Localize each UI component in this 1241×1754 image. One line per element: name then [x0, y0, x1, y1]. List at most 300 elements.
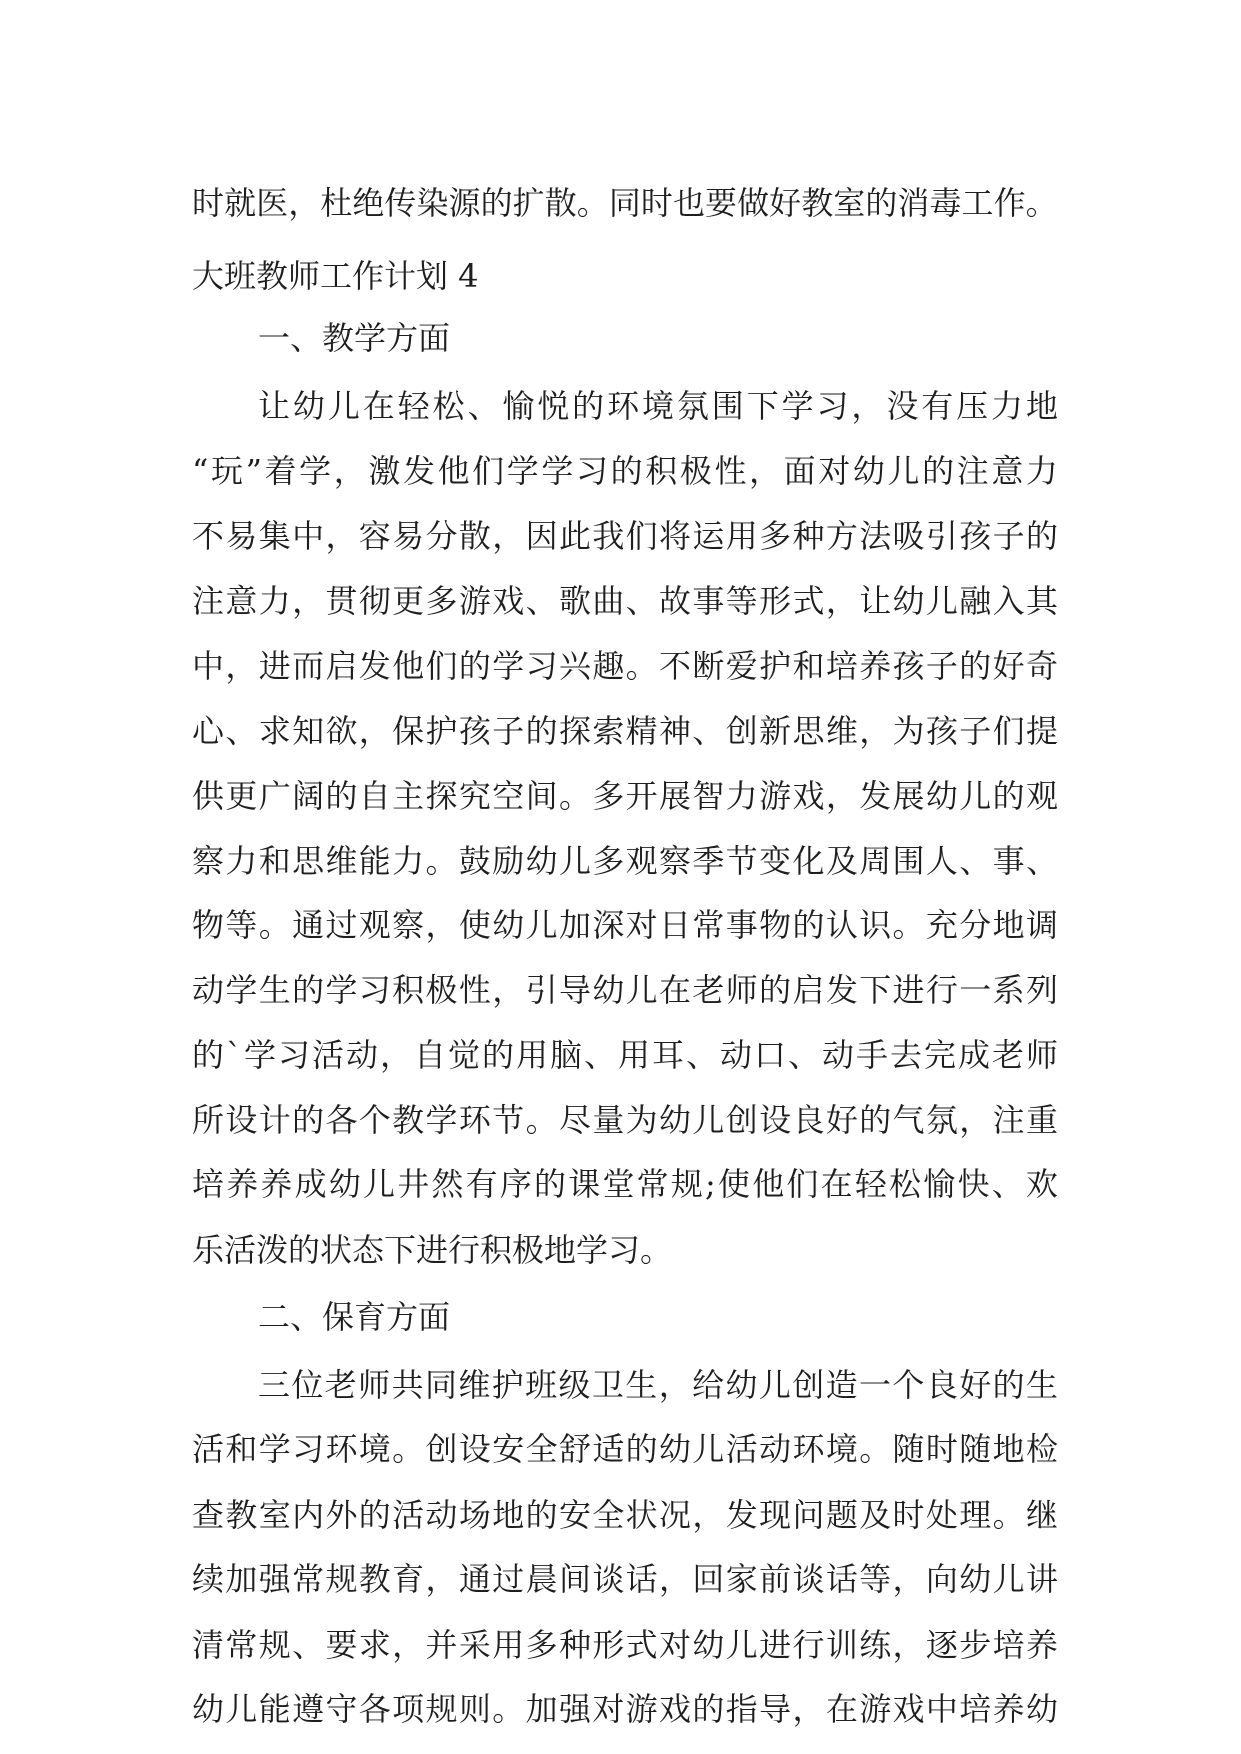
text-character: 日 — [659, 906, 692, 944]
text-character: 化 — [792, 842, 825, 880]
text-character: 人 — [925, 842, 958, 880]
text-character: 地 — [1025, 387, 1058, 425]
text-character: 事 — [992, 842, 1025, 880]
text-character: 对 — [625, 906, 658, 944]
text-character: 压 — [956, 387, 989, 425]
text-character: 的 — [625, 1430, 658, 1468]
text-character: 的 — [959, 647, 992, 685]
text-character: 将 — [659, 517, 692, 555]
text-character: 要 — [705, 184, 738, 222]
text-character: 守 — [325, 1690, 358, 1728]
text-character: 为 — [892, 712, 925, 750]
text-character: 题 — [825, 1496, 858, 1534]
text-character: 的 — [325, 777, 358, 815]
text-character: ” — [245, 452, 262, 490]
text-character: 观 — [1025, 777, 1058, 815]
text-character: 生 — [1025, 1366, 1058, 1404]
text-character: 深 — [592, 906, 625, 944]
text-character: 用 — [492, 1626, 525, 1664]
text-character: 用 — [617, 1036, 650, 1074]
text-character: 、 — [467, 387, 500, 425]
text-character: 师 — [358, 1366, 391, 1404]
text-character: 容 — [358, 517, 391, 555]
text-character: 养 — [859, 647, 892, 685]
text-character: ， — [658, 1366, 691, 1404]
text-character: 师 — [1025, 1036, 1058, 1074]
paragraph-line — [192, 1559, 1058, 1599]
text-character: 习 — [277, 1036, 310, 1074]
text-character: 地 — [492, 1496, 525, 1534]
text-character: 。 — [859, 1430, 892, 1468]
text-character: 并 — [425, 1626, 458, 1664]
text-character: 主 — [392, 777, 425, 815]
text-character: 好 — [825, 1101, 858, 1139]
text-character: 系 — [992, 971, 1025, 1009]
text-character: 规 — [425, 1690, 458, 1728]
text-character: 课 — [568, 1165, 601, 1203]
paragraph-line — [258, 1365, 1058, 1405]
text-character: 的 — [610, 452, 643, 490]
text-character: 意 — [991, 452, 1024, 490]
text-character: 要 — [325, 1626, 358, 1664]
text-character: 广 — [258, 777, 291, 815]
text-character: 保 — [392, 712, 425, 750]
text-character: 学 — [781, 387, 814, 425]
text-character: 、 — [685, 1036, 718, 1074]
text-character: 动 — [719, 1036, 752, 1074]
text-character: 状 — [625, 1496, 658, 1534]
text-character: 下 — [746, 387, 779, 425]
text-character: 列 — [1025, 971, 1058, 1009]
text-character: 班 — [525, 1366, 558, 1404]
text-character: 的 — [525, 1496, 558, 1534]
text-character: 气 — [892, 1101, 925, 1139]
text-character: 遵 — [292, 1690, 325, 1728]
paragraph-line — [192, 1035, 1058, 1075]
text-character: 常 — [225, 1626, 258, 1664]
text-character: 性 — [458, 971, 491, 1009]
text-character: 学 — [225, 971, 258, 1009]
section-heading: 一、教学方面 — [258, 319, 451, 357]
text-character: 扩 — [512, 184, 545, 222]
text-character: 室 — [833, 184, 866, 222]
text-character: 有 — [921, 387, 954, 425]
text-character: 杜 — [320, 184, 353, 222]
text-character: 种 — [792, 517, 825, 555]
text-character: 消 — [897, 184, 930, 222]
text-character: 子 — [959, 712, 992, 750]
text-character: 、 — [1025, 842, 1058, 880]
text-character: “ — [192, 452, 209, 490]
text-character: 的 — [992, 1366, 1025, 1404]
text-character: 多 — [525, 1626, 558, 1664]
text-character: 现 — [759, 1496, 792, 1534]
text-character: 好 — [992, 647, 1025, 685]
text-character: 同 — [608, 184, 641, 222]
text-character: 全 — [592, 1496, 625, 1534]
text-character: 环 — [607, 387, 640, 425]
paragraph-line: 乐活泼的状态下进行积极地学习。 — [192, 1231, 673, 1269]
text-character: 极 — [425, 971, 458, 1009]
text-character: 工 — [961, 184, 994, 222]
text-character: 通 — [458, 1560, 491, 1598]
paragraph-line — [192, 451, 1058, 491]
text-character: 和 — [258, 842, 291, 880]
text-character: 一 — [959, 971, 992, 1009]
text-character: 力 — [991, 387, 1024, 425]
text-character: 。 — [525, 1101, 558, 1139]
text-character: 观 — [358, 906, 391, 944]
text-character: 话 — [825, 1560, 858, 1598]
text-character: 力 — [258, 582, 291, 620]
text-character: 愉 — [923, 1165, 956, 1203]
text-character: 式 — [792, 582, 825, 620]
text-character: 培 — [192, 1165, 225, 1203]
text-character: 然 — [431, 1165, 464, 1203]
text-character: 使 — [718, 1165, 751, 1203]
text-character: 展 — [892, 777, 925, 815]
text-character: 察 — [192, 842, 225, 880]
text-character: 习 — [816, 387, 849, 425]
text-character: 地 — [992, 906, 1025, 944]
text-character: 节 — [492, 1101, 525, 1139]
text-character: 学 — [492, 647, 525, 685]
text-character: ， — [851, 387, 884, 425]
text-character: 设 — [759, 1101, 792, 1139]
text-character: 养 — [226, 1165, 259, 1203]
text-character: 也 — [672, 184, 705, 222]
text-character: 形 — [592, 1626, 625, 1664]
text-character: 中 — [925, 1690, 958, 1728]
text-character: 外 — [325, 1496, 358, 1534]
text-character: 动 — [821, 1036, 854, 1074]
text-character: 三 — [258, 1366, 291, 1404]
text-character: 重 — [1025, 1101, 1058, 1139]
text-character: 的 — [525, 712, 558, 750]
text-character: 强 — [558, 1690, 591, 1728]
text-character: 的 — [192, 1036, 225, 1074]
text-character: 护 — [491, 1366, 524, 1404]
text-character: 、 — [525, 582, 558, 620]
text-character: 学 — [243, 1036, 276, 1074]
text-character: 室 — [258, 1496, 291, 1534]
text-character: 求 — [358, 1626, 391, 1664]
text-character: 过 — [492, 1560, 525, 1598]
text-character: 儿 — [558, 842, 591, 880]
text-character: 学 — [258, 1430, 291, 1468]
text-character: 习 — [358, 971, 391, 1009]
text-character: ， — [333, 452, 366, 490]
text-character: 地 — [992, 1430, 1025, 1468]
text-character: 导 — [759, 1690, 792, 1728]
text-character: 散 — [544, 184, 577, 222]
text-character: 动 — [345, 1036, 378, 1074]
text-character: 有 — [465, 1165, 498, 1203]
text-character: 加 — [525, 1690, 558, 1728]
text-character: 融 — [959, 582, 992, 620]
text-character: 幼 — [925, 777, 958, 815]
text-character: 行 — [792, 1626, 825, 1664]
text-character: 、 — [583, 1036, 616, 1074]
text-character: 养 — [1025, 1626, 1058, 1664]
text-character: 易 — [225, 517, 258, 555]
text-character: 强 — [258, 1560, 291, 1598]
text-character: 常 — [692, 906, 725, 944]
text-character: 养 — [260, 1165, 293, 1203]
text-character: 启 — [325, 647, 358, 685]
text-character: 让 — [859, 582, 892, 620]
text-character: 堂 — [602, 1165, 635, 1203]
text-character: 游 — [458, 582, 491, 620]
text-character: 、 — [692, 712, 725, 750]
text-character: 思 — [292, 842, 325, 880]
text-character: 发 — [725, 1496, 758, 1534]
text-character: 。 — [625, 647, 658, 685]
text-character: 时 — [192, 184, 225, 222]
text-character: 松 — [432, 387, 465, 425]
text-character: 分 — [425, 517, 458, 555]
text-character: 集 — [258, 517, 291, 555]
text-character: 过 — [325, 906, 358, 944]
paragraph-line — [192, 1689, 1058, 1729]
text-character: 儿 — [525, 906, 558, 944]
text-character: 注 — [956, 452, 989, 490]
text-character: ， — [325, 517, 358, 555]
text-character: 内 — [292, 1496, 325, 1534]
text-character: 通 — [292, 906, 325, 944]
text-character: ， — [892, 1626, 925, 1664]
text-character: ， — [892, 1560, 925, 1598]
text-character: 间 — [558, 1560, 591, 1598]
text-character: ， — [959, 1101, 992, 1139]
text-character: 其 — [1025, 582, 1058, 620]
text-character: 传 — [384, 184, 417, 222]
text-character: 等 — [225, 906, 258, 944]
text-character: 。 — [492, 1690, 525, 1728]
text-character: 们 — [425, 647, 458, 685]
text-character: ， — [825, 582, 858, 620]
text-character: 计 — [258, 1101, 291, 1139]
text-character: 进 — [759, 1626, 792, 1664]
text-character: 空 — [492, 777, 525, 815]
text-character: 在 — [362, 387, 395, 425]
paragraph-line — [258, 386, 1058, 426]
text-character: 我 — [592, 517, 625, 555]
text-character: 运 — [692, 517, 725, 555]
text-character: 多 — [592, 842, 625, 880]
text-character: 观 — [625, 842, 658, 880]
text-character: 没 — [886, 387, 919, 425]
text-character: 卫 — [591, 1366, 624, 1404]
text-character: 随 — [892, 1430, 925, 1468]
text-character: 氛 — [925, 1101, 958, 1139]
text-character: 源 — [448, 184, 481, 222]
text-character: 规 — [670, 1165, 703, 1203]
text-character: 力 — [392, 842, 425, 880]
text-character: 积 — [645, 452, 678, 490]
text-character: 自 — [413, 1036, 446, 1074]
text-character: 不 — [659, 647, 692, 685]
text-character: 愉 — [502, 387, 535, 425]
text-character: 阔 — [292, 777, 325, 815]
text-character: 加 — [558, 906, 591, 944]
text-character: 的 — [481, 1036, 514, 1074]
text-character: 戏 — [892, 1690, 925, 1728]
text-character: 适 — [592, 1430, 625, 1468]
text-character: 轻 — [854, 1165, 887, 1203]
text-character: 玩 — [210, 452, 243, 490]
text-character: 位 — [291, 1366, 324, 1404]
text-character: 中 — [192, 647, 225, 685]
text-character: 戏 — [492, 582, 525, 620]
text-character: 。 — [576, 184, 609, 222]
text-character: 量 — [592, 1101, 625, 1139]
text-character: 儿 — [692, 1430, 725, 1468]
text-character: 探 — [558, 712, 591, 750]
text-character: 境 — [825, 1430, 858, 1468]
text-character: ， — [859, 712, 892, 750]
text-character: 耳 — [651, 1036, 684, 1074]
text-character: 多 — [759, 517, 792, 555]
text-character: 幼 — [1025, 1690, 1058, 1728]
text-character: ， — [492, 517, 525, 555]
text-character: ， — [392, 1626, 425, 1664]
text-character: 向 — [925, 1560, 958, 1598]
text-character: 幼 — [525, 842, 558, 880]
text-character: 给 — [692, 1366, 725, 1404]
text-character: 性 — [714, 452, 747, 490]
text-character: 奇 — [1025, 647, 1058, 685]
text-character: 。 — [425, 842, 458, 880]
text-character: 活 — [311, 1036, 344, 1074]
text-character: 察 — [659, 842, 692, 880]
text-character: ， — [225, 647, 258, 685]
text-character: 习 — [576, 452, 609, 490]
text-character: 幼 — [592, 971, 625, 1009]
text-character: 兴 — [558, 647, 591, 685]
text-character: 他 — [437, 452, 470, 490]
text-character: 意 — [225, 582, 258, 620]
text-character: 生 — [625, 1366, 658, 1404]
text-character: 幼 — [328, 1165, 361, 1203]
text-character: 井 — [397, 1165, 430, 1203]
text-character: 医 — [256, 184, 289, 222]
text-character: 儿 — [925, 582, 958, 620]
text-character: 趣 — [592, 647, 625, 685]
text-character: 培 — [992, 1626, 1025, 1664]
text-character: 随 — [959, 1430, 992, 1468]
text-character: 种 — [558, 1626, 591, 1664]
text-character: 老 — [692, 971, 725, 1009]
text-character: 发 — [402, 452, 435, 490]
text-character: 力 — [725, 777, 758, 815]
text-character: 的 — [792, 906, 825, 944]
text-character: 游 — [625, 1690, 658, 1728]
text-character: 舒 — [558, 1430, 591, 1468]
text-character: 脑 — [549, 1036, 582, 1074]
text-character: 幼 — [659, 1430, 692, 1468]
paragraph-line — [192, 516, 1058, 556]
text-character: 儿 — [363, 1165, 396, 1203]
text-character: 步 — [959, 1626, 992, 1664]
text-character: 行 — [925, 971, 958, 1009]
text-character: 尽 — [558, 1101, 591, 1139]
text-character: ; — [705, 1165, 716, 1203]
text-character: 下 — [859, 971, 892, 1009]
text-character: 学 — [541, 452, 574, 490]
text-character: 觉 — [447, 1036, 480, 1074]
paragraph-line — [192, 1429, 1058, 1469]
text-character: 们 — [992, 712, 1025, 750]
text-character: 学 — [299, 452, 332, 490]
text-character: 的 — [480, 184, 513, 222]
text-character: 注 — [992, 1101, 1025, 1139]
text-character: 启 — [792, 971, 825, 1009]
text-character: 个 — [892, 1366, 925, 1404]
text-character: 着 — [264, 452, 297, 490]
text-character: 。 — [258, 906, 291, 944]
text-character: 们 — [472, 452, 505, 490]
text-character: 法 — [859, 517, 892, 555]
text-character: 式 — [625, 1626, 658, 1664]
text-character: 轻 — [397, 387, 430, 425]
text-character: 孩 — [959, 517, 992, 555]
text-character: 活 — [725, 1430, 758, 1468]
text-character: 成 — [294, 1165, 327, 1203]
text-character: 各 — [325, 1101, 358, 1139]
text-character: 提 — [1025, 712, 1058, 750]
text-character: 晨 — [525, 1560, 558, 1598]
text-character: 的 — [922, 452, 955, 490]
text-character: 孩 — [925, 712, 958, 750]
text-character: ， — [288, 184, 321, 222]
text-character: 继 — [1025, 1496, 1058, 1534]
text-character: 生 — [258, 971, 291, 1009]
text-character: 鼓 — [458, 842, 491, 880]
text-character: 物 — [192, 906, 225, 944]
text-character: 完 — [923, 1036, 956, 1074]
text-character: 序 — [499, 1165, 532, 1203]
text-character: 等 — [725, 582, 758, 620]
text-character: 一 — [859, 1366, 892, 1404]
text-character: ， — [358, 712, 391, 750]
text-character: ， — [749, 452, 782, 490]
text-character: 家 — [725, 1560, 758, 1598]
text-character: 好 — [769, 184, 802, 222]
text-character: 不 — [192, 517, 225, 555]
text-character: 全 — [525, 1430, 558, 1468]
text-character: 的 — [292, 971, 325, 1009]
text-character: 儿 — [225, 1690, 258, 1728]
text-character: 季 — [692, 842, 725, 880]
text-character: 维 — [825, 712, 858, 750]
text-character: 的 — [458, 647, 491, 685]
text-character: 、 — [625, 582, 658, 620]
text-character: 回 — [692, 1560, 725, 1598]
text-character: 的 — [759, 971, 792, 1009]
text-character: 练 — [859, 1626, 892, 1664]
text-character: 儿 — [959, 777, 992, 815]
text-character: 各 — [358, 1690, 391, 1728]
text-character: 场 — [458, 1496, 491, 1534]
text-character: 共 — [391, 1366, 424, 1404]
text-character: 游 — [859, 1690, 892, 1728]
text-character: 和 — [225, 1430, 258, 1468]
text-character: 方 — [825, 517, 858, 555]
text-character: 的 — [692, 1690, 725, 1728]
text-character: 求 — [258, 712, 291, 750]
text-character: 儿 — [992, 1560, 1025, 1598]
